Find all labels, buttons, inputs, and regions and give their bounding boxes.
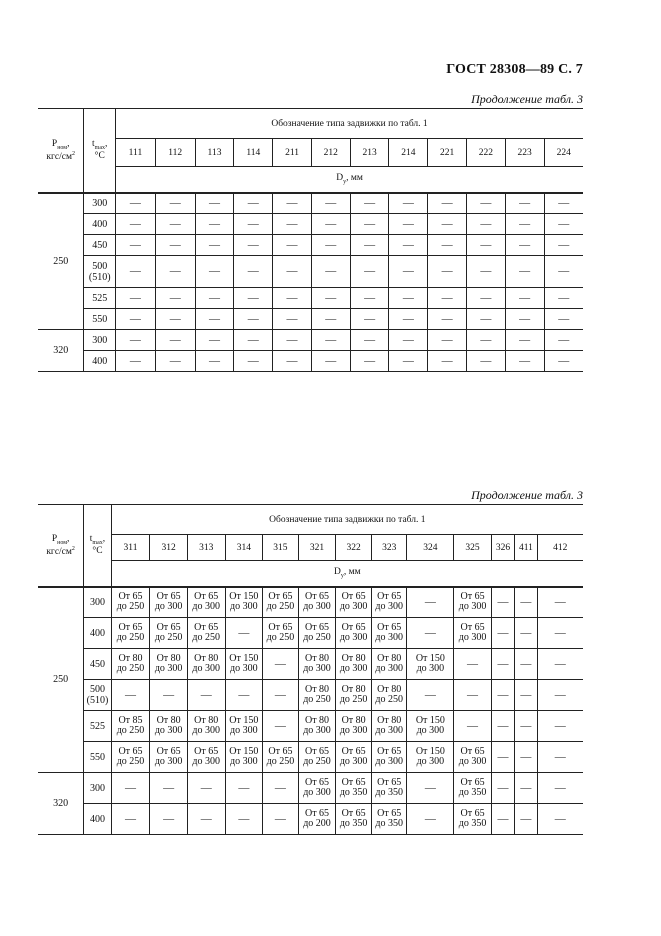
valve-type-header: Обозначение типа задвижки по табл. 1 — [111, 505, 583, 535]
table-row — [38, 214, 583, 235]
value-cell: — — [187, 804, 225, 835]
value-cell: — — [515, 618, 537, 649]
value-cell: — — [428, 193, 467, 214]
value-cell: — — [155, 351, 195, 372]
value-cell: От 65 до 300 — [454, 587, 492, 618]
continuation-label-2: Продолжение табл. 3 — [471, 488, 583, 502]
value-cell: От 65 до 300 — [187, 587, 225, 618]
value-cell: От 65 до 300 — [454, 742, 492, 773]
dy-header: $D_y$, мм — [116, 167, 583, 193]
value-cell: — — [491, 587, 514, 618]
value-cell: — — [505, 330, 544, 351]
value-cell: — — [234, 351, 273, 372]
value-cell: — — [350, 351, 389, 372]
value-cell: — — [155, 309, 195, 330]
value-cell: — — [311, 256, 350, 288]
value-cell: — — [505, 288, 544, 309]
value-cell: — — [273, 214, 312, 235]
table-row — [38, 288, 583, 309]
pressure-cell: 250 — [38, 193, 84, 330]
value-cell: От 80 до 250 — [111, 649, 150, 680]
value-cell: — — [454, 711, 492, 742]
column-code-326: 326 — [491, 535, 514, 561]
value-cell: — — [234, 235, 273, 256]
value-cell: — — [544, 193, 583, 214]
column-code-114: 114 — [234, 139, 273, 167]
value-cell: — — [311, 235, 350, 256]
value-cell: — — [263, 649, 299, 680]
table-row — [38, 193, 583, 214]
value-cell: От 80 до 250 — [371, 680, 407, 711]
value-cell: — — [515, 773, 537, 804]
value-cell: От 65 до 300 — [336, 587, 372, 618]
page-header: ГОСТ 28308—89 С. 7 — [446, 62, 583, 77]
value-cell: — — [389, 214, 428, 235]
value-cell: — — [225, 773, 263, 804]
value-cell: — — [389, 193, 428, 214]
column-code-311: 311 — [111, 535, 150, 561]
value-cell: — — [350, 309, 389, 330]
value-cell: От 80 до 250 — [298, 680, 336, 711]
temperature-cell: 450 — [84, 235, 116, 256]
value-cell: — — [505, 193, 544, 214]
column-code-312: 312 — [150, 535, 188, 561]
column-code-222: 222 — [466, 139, 505, 167]
value-cell: — — [234, 214, 273, 235]
value-cell: — — [311, 351, 350, 372]
value-cell: — — [187, 680, 225, 711]
value-cell: От 150 до 300 — [407, 742, 454, 773]
value-cell: — — [389, 235, 428, 256]
temperature-cell: 525 — [84, 288, 116, 309]
value-cell: — — [466, 330, 505, 351]
value-cell: От 80 до 300 — [150, 711, 188, 742]
value-cell: — — [311, 330, 350, 351]
value-cell: — — [466, 288, 505, 309]
value-cell: От 65 до 300 — [150, 742, 188, 773]
value-cell: От 65 до 250 — [263, 742, 299, 773]
value-cell: — — [389, 288, 428, 309]
value-cell: — — [466, 256, 505, 288]
value-cell: — — [350, 330, 389, 351]
value-cell: — — [234, 330, 273, 351]
value-cell: — — [195, 330, 234, 351]
temperature-cell: 400 — [84, 804, 111, 835]
value-cell: — — [116, 235, 156, 256]
column-code-224: 224 — [544, 139, 583, 167]
header-row-dy — [38, 167, 583, 193]
table-row — [38, 773, 583, 804]
value-cell: От 65 до 350 — [454, 773, 492, 804]
column-code-223: 223 — [505, 139, 544, 167]
column-code-313: 313 — [187, 535, 225, 561]
value-cell: — — [116, 309, 156, 330]
value-cell: — — [491, 680, 514, 711]
value-cell: От 65 до 250 — [111, 587, 150, 618]
value-cell: От 65 до 350 — [336, 773, 372, 804]
header-row-codes — [38, 535, 583, 561]
value-cell: — — [195, 214, 234, 235]
value-cell: От 65 до 200 — [298, 804, 336, 835]
value-cell: От 65 до 350 — [371, 773, 407, 804]
value-cell: — — [544, 214, 583, 235]
table-row — [38, 618, 583, 649]
value-cell: — — [195, 351, 234, 372]
table-row — [38, 742, 583, 773]
value-cell: — — [155, 214, 195, 235]
value-cell: — — [515, 742, 537, 773]
value-cell: От 80 до 250 — [336, 680, 372, 711]
value-cell: — — [428, 309, 467, 330]
value-cell: — — [466, 193, 505, 214]
pressure-cell: 320 — [38, 773, 84, 835]
value-cell: — — [273, 330, 312, 351]
value-cell: От 65 до 300 — [298, 587, 336, 618]
pressure-cell: 250 — [38, 587, 84, 773]
temperature-header: $t_{max}$, °С — [84, 109, 116, 193]
value-cell: — — [350, 214, 389, 235]
table-row — [38, 351, 583, 372]
value-cell: — — [263, 804, 299, 835]
value-cell: — — [389, 330, 428, 351]
value-cell: От 65 до 300 — [454, 618, 492, 649]
value-cell: — — [407, 587, 454, 618]
value-cell: — — [273, 309, 312, 330]
value-cell: От 65 до 300 — [336, 742, 372, 773]
value-cell: — — [407, 618, 454, 649]
column-code-111: 111 — [116, 139, 156, 167]
column-code-113: 113 — [195, 139, 234, 167]
temperature-cell: 500 (510) — [84, 256, 116, 288]
temperature-cell: 300 — [84, 587, 111, 618]
column-code-221: 221 — [428, 139, 467, 167]
column-code-322: 322 — [336, 535, 372, 561]
table-2 — [38, 504, 583, 835]
value-cell: — — [505, 214, 544, 235]
value-cell: От 80 до 300 — [371, 649, 407, 680]
temperature-cell: 300 — [84, 330, 116, 351]
value-cell: От 65 до 250 — [263, 618, 299, 649]
value-cell: — — [515, 649, 537, 680]
temperature-cell: 550 — [84, 742, 111, 773]
value-cell: От 150 до 300 — [225, 742, 263, 773]
value-cell: От 80 до 300 — [298, 649, 336, 680]
value-cell: От 80 до 300 — [336, 649, 372, 680]
value-cell: От 65 до 250 — [111, 742, 150, 773]
table-row — [38, 680, 583, 711]
value-cell: — — [195, 256, 234, 288]
value-cell: — — [155, 288, 195, 309]
temperature-cell: 400 — [84, 214, 116, 235]
value-cell: От 65 до 250 — [187, 618, 225, 649]
table-1 — [38, 108, 583, 372]
value-cell: — — [116, 193, 156, 214]
value-cell: От 65 до 250 — [298, 742, 336, 773]
value-cell: — — [428, 214, 467, 235]
temperature-cell: 400 — [84, 351, 116, 372]
value-cell: — — [150, 773, 188, 804]
value-cell: — — [466, 309, 505, 330]
value-cell: — — [234, 193, 273, 214]
value-cell: — — [311, 193, 350, 214]
value-cell: — — [428, 351, 467, 372]
value-cell: — — [234, 256, 273, 288]
value-cell: — — [389, 256, 428, 288]
column-code-321: 321 — [298, 535, 336, 561]
value-cell: — — [150, 680, 188, 711]
value-cell: — — [466, 351, 505, 372]
value-cell: — — [116, 288, 156, 309]
table-row — [38, 330, 583, 351]
value-cell: — — [407, 680, 454, 711]
column-code-214: 214 — [389, 139, 428, 167]
value-cell: — — [491, 649, 514, 680]
value-cell: От 65 до 300 — [371, 742, 407, 773]
value-cell: — — [116, 256, 156, 288]
value-cell: От 80 до 300 — [187, 649, 225, 680]
pressure-header: $P_{ном}$, кгс/$см^2$ — [38, 109, 84, 193]
value-cell: От 65 до 300 — [187, 742, 225, 773]
column-code-325: 325 — [454, 535, 492, 561]
column-code-411: 411 — [515, 535, 537, 561]
pressure-header: $P_{ном}$, кгс/$см^2$ — [38, 505, 84, 587]
value-cell: — — [454, 649, 492, 680]
value-cell: — — [428, 288, 467, 309]
value-cell: — — [155, 193, 195, 214]
value-cell: От 65 до 250 — [150, 618, 188, 649]
table-row — [38, 711, 583, 742]
column-code-315: 315 — [263, 535, 299, 561]
value-cell: — — [311, 309, 350, 330]
column-code-211: 211 — [273, 139, 312, 167]
value-cell: — — [505, 351, 544, 372]
value-cell: — — [537, 680, 583, 711]
dy-header: $D_y$, мм — [111, 561, 583, 587]
value-cell: От 65 до 250 — [298, 618, 336, 649]
table-row — [38, 649, 583, 680]
value-cell: От 80 до 300 — [150, 649, 188, 680]
value-cell: — — [544, 235, 583, 256]
table-row — [38, 804, 583, 835]
value-cell: От 65 до 350 — [371, 804, 407, 835]
temperature-cell: 400 — [84, 618, 111, 649]
value-cell: — — [111, 804, 150, 835]
value-cell: — — [515, 804, 537, 835]
value-cell: — — [111, 773, 150, 804]
value-cell: — — [225, 680, 263, 711]
value-cell: — — [537, 649, 583, 680]
temperature-header: $t_{max}$, °С — [84, 505, 111, 587]
value-cell: — — [350, 193, 389, 214]
value-cell: От 65 до 300 — [371, 618, 407, 649]
column-code-324: 324 — [407, 535, 454, 561]
temperature-cell: 500 (510) — [84, 680, 111, 711]
value-cell: — — [155, 235, 195, 256]
value-cell: — — [454, 680, 492, 711]
value-cell: От 65 до 250 — [111, 618, 150, 649]
value-cell: — — [544, 256, 583, 288]
pressure-cell: 320 — [38, 330, 84, 372]
value-cell: — — [428, 256, 467, 288]
value-cell: — — [505, 309, 544, 330]
value-cell: — — [491, 711, 514, 742]
header-row-codes — [38, 139, 583, 167]
temperature-cell: 450 — [84, 649, 111, 680]
table-row — [38, 309, 583, 330]
value-cell: — — [350, 288, 389, 309]
value-cell: — — [234, 309, 273, 330]
value-cell: От 65 до 300 — [150, 587, 188, 618]
value-cell: — — [491, 773, 514, 804]
column-code-314: 314 — [225, 535, 263, 561]
value-cell: — — [263, 680, 299, 711]
column-code-213: 213 — [350, 139, 389, 167]
value-cell: — — [150, 804, 188, 835]
value-cell: — — [116, 351, 156, 372]
value-cell: — — [263, 773, 299, 804]
temperature-cell: 300 — [84, 773, 111, 804]
table-row — [38, 235, 583, 256]
value-cell: — — [428, 235, 467, 256]
value-cell: — — [491, 618, 514, 649]
value-cell: — — [544, 351, 583, 372]
value-cell: — — [505, 235, 544, 256]
value-cell: — — [544, 309, 583, 330]
header-row-type — [38, 505, 583, 535]
value-cell: — — [515, 711, 537, 742]
value-cell: От 65 до 350 — [336, 804, 372, 835]
value-cell: — — [195, 309, 234, 330]
value-cell: — — [311, 288, 350, 309]
value-cell: — — [225, 804, 263, 835]
column-code-412: 412 — [537, 535, 583, 561]
value-cell: От 150 до 300 — [407, 649, 454, 680]
value-cell: — — [407, 773, 454, 804]
value-cell: — — [155, 256, 195, 288]
value-cell: — — [389, 351, 428, 372]
value-cell: — — [195, 193, 234, 214]
value-cell: От 65 до 300 — [336, 618, 372, 649]
value-cell: — — [234, 288, 273, 309]
table-row — [38, 587, 583, 618]
value-cell: От 80 до 300 — [187, 711, 225, 742]
value-cell: — — [225, 618, 263, 649]
table-row — [38, 256, 583, 288]
value-cell: — — [515, 587, 537, 618]
value-cell: — — [491, 804, 514, 835]
value-cell: — — [537, 773, 583, 804]
temperature-cell: 525 — [84, 711, 111, 742]
value-cell: — — [466, 235, 505, 256]
value-cell: — — [537, 618, 583, 649]
value-cell: — — [407, 804, 454, 835]
value-cell: От 150 до 300 — [407, 711, 454, 742]
value-cell: — — [116, 330, 156, 351]
value-cell: От 65 до 300 — [298, 773, 336, 804]
temperature-cell: 550 — [84, 309, 116, 330]
value-cell: — — [311, 214, 350, 235]
value-cell: От 65 до 250 — [263, 587, 299, 618]
column-code-323: 323 — [371, 535, 407, 561]
value-cell: — — [537, 804, 583, 835]
value-cell: — — [273, 235, 312, 256]
value-cell: От 80 до 300 — [298, 711, 336, 742]
value-cell: От 85 до 250 — [111, 711, 150, 742]
value-cell: — — [187, 773, 225, 804]
value-cell: От 150 до 300 — [225, 711, 263, 742]
value-cell: — — [515, 680, 537, 711]
value-cell: — — [505, 256, 544, 288]
header-row-dy — [38, 561, 583, 587]
value-cell: — — [350, 256, 389, 288]
value-cell: — — [195, 235, 234, 256]
value-cell: От 150 до 300 — [225, 649, 263, 680]
header-row-type — [38, 109, 583, 139]
value-cell: От 65 до 350 — [454, 804, 492, 835]
value-cell: — — [273, 288, 312, 309]
value-cell: — — [273, 351, 312, 372]
value-cell: — — [537, 587, 583, 618]
value-cell: — — [195, 288, 234, 309]
value-cell: — — [544, 288, 583, 309]
value-cell: — — [491, 742, 514, 773]
value-cell: — — [389, 309, 428, 330]
value-cell: — — [263, 711, 299, 742]
value-cell: — — [273, 256, 312, 288]
value-cell: — — [116, 214, 156, 235]
value-cell: — — [350, 235, 389, 256]
value-cell: — — [428, 330, 467, 351]
column-code-112: 112 — [155, 139, 195, 167]
value-cell: — — [155, 330, 195, 351]
value-cell: От 65 до 300 — [371, 587, 407, 618]
valve-type-header: Обозначение типа задвижки по табл. 1 — [116, 109, 583, 139]
value-cell: — — [537, 711, 583, 742]
value-cell: — — [544, 330, 583, 351]
value-cell: — — [273, 193, 312, 214]
temperature-cell: 300 — [84, 193, 116, 214]
column-code-212: 212 — [311, 139, 350, 167]
continuation-label-1: Продолжение табл. 3 — [471, 92, 583, 106]
value-cell: — — [466, 214, 505, 235]
value-cell: — — [537, 742, 583, 773]
value-cell: От 150 до 300 — [225, 587, 263, 618]
value-cell: От 80 до 300 — [371, 711, 407, 742]
value-cell: — — [111, 680, 150, 711]
value-cell: От 80 до 300 — [336, 711, 372, 742]
